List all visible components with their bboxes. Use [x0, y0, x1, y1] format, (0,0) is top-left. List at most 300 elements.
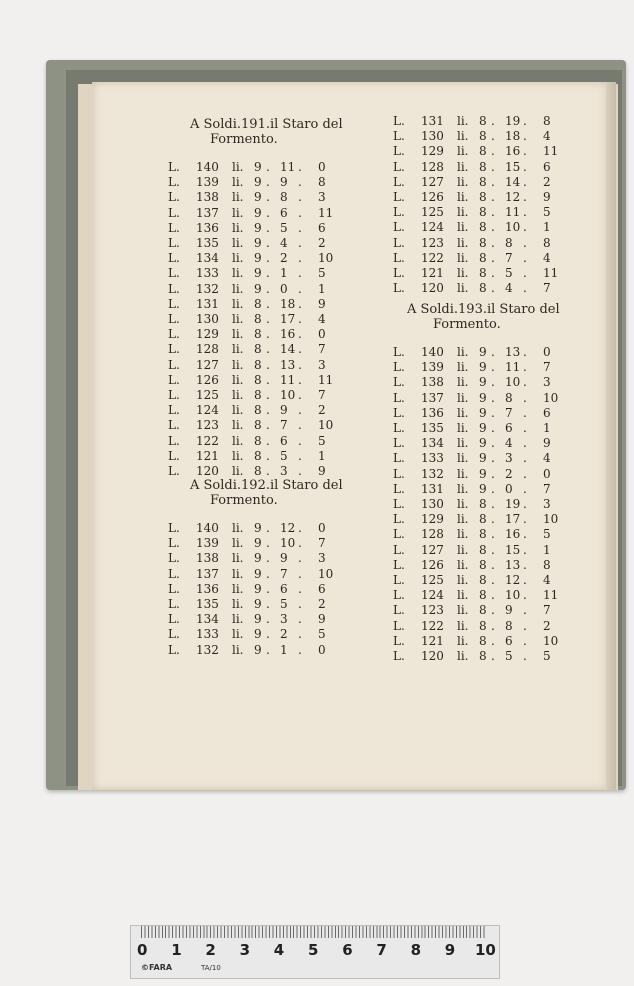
table-cell: . [491, 281, 495, 296]
table-cell: 9 [479, 436, 487, 451]
table-cell: 125 [196, 388, 219, 402]
table-cell: 9 [280, 175, 288, 190]
table-cell: L. [393, 603, 405, 618]
table-cell: 9 [254, 266, 262, 281]
table-cell: L. [168, 160, 180, 174]
table-cell: . [266, 612, 270, 627]
table-cell: li. [232, 566, 244, 581]
table-cell: 122 [196, 433, 219, 448]
table-row [393, 190, 573, 205]
table-cell: 8 [280, 190, 288, 205]
table-cell: . [523, 190, 527, 204]
ruler-number: 1 [171, 941, 182, 959]
table-cell: . [298, 418, 302, 433]
table-cell: . [523, 573, 527, 587]
table-cell: . [491, 421, 495, 435]
table-cell: li. [232, 190, 244, 205]
table-cell: 137 [196, 566, 219, 581]
table-cell: 9 [254, 551, 262, 566]
table-cell: li. [232, 612, 244, 627]
table-cell: 8 [479, 114, 487, 128]
table-cell: 129 [421, 512, 444, 527]
table-cell: . [523, 557, 527, 572]
table-cell: . [298, 627, 302, 642]
table-cell: 136 [421, 405, 444, 420]
table-cell: . [491, 436, 495, 451]
table-cell: 7 [505, 250, 513, 265]
table-row [168, 627, 348, 642]
table-cell: li. [457, 557, 469, 572]
table-cell: 4 [318, 312, 326, 326]
table-cell: 1 [543, 542, 551, 557]
table-row [393, 175, 573, 190]
table-cell: 128 [421, 527, 444, 542]
table-cell: 18 [280, 296, 296, 311]
table-cell: 15 [505, 542, 521, 557]
table-cell: li. [232, 266, 244, 281]
table-cell: L. [393, 573, 405, 587]
table-cell: L. [393, 345, 405, 359]
table-cell: 5 [505, 266, 513, 280]
table-cell: L. [393, 405, 405, 420]
table-cell: 11 [505, 205, 521, 220]
table-cell: 18 [505, 129, 521, 144]
table-cell: . [266, 464, 270, 478]
table-cell: 6 [318, 220, 326, 235]
table-cell: li. [457, 390, 469, 405]
table-cell: 5 [543, 649, 551, 663]
table-cell: . [491, 451, 495, 466]
table-cell: . [523, 235, 527, 250]
table-cell: 4 [505, 281, 513, 296]
table-cell: . [523, 390, 527, 405]
table-cell: 1 [280, 266, 288, 281]
table-cell: 8 [543, 557, 551, 572]
table-cell: . [298, 581, 302, 596]
table-cell: 2 [280, 251, 288, 266]
table-cell: L. [168, 551, 180, 566]
table-cell: . [491, 588, 495, 603]
table-cell: li. [232, 342, 244, 357]
table-cell: 6 [280, 433, 288, 448]
table-cell: L. [393, 512, 405, 527]
table-cell: 16 [280, 327, 296, 342]
table-cell: 140 [196, 521, 219, 535]
table-cell: 5 [318, 433, 326, 448]
table-row [168, 373, 348, 388]
table-cell: li. [457, 573, 469, 587]
table-row [168, 449, 348, 464]
table-cell: L. [393, 451, 405, 466]
table-cell: 8 [479, 588, 487, 603]
table-cell: 8 [254, 433, 262, 448]
table-cell: li. [457, 481, 469, 496]
table-cell: L. [168, 433, 180, 448]
table-cell: 120 [421, 649, 444, 663]
table-row [168, 282, 348, 297]
table-cell: li. [457, 436, 469, 451]
table-cell: 133 [196, 266, 219, 281]
table-cell: L. [393, 527, 405, 542]
table-cell: li. [232, 251, 244, 266]
table-cell: L. [168, 566, 180, 581]
table-cell: 8 [479, 205, 487, 220]
table-cell: 130 [421, 497, 444, 511]
table-cell: 4 [543, 451, 551, 466]
measurement-ruler [130, 925, 500, 979]
table-cell: 125 [421, 573, 444, 587]
table-cell: 8 [254, 327, 262, 342]
table-cell: L. [168, 448, 180, 463]
table-cell: L. [168, 403, 180, 418]
table-cell: . [491, 603, 495, 618]
table-cell: 12 [280, 521, 296, 535]
table-cell: li. [457, 542, 469, 557]
table-row [393, 558, 573, 573]
table-cell: 11 [505, 360, 521, 375]
table-cell: . [491, 466, 495, 481]
table-cell: 9 [479, 375, 487, 390]
table-cell: li. [232, 220, 244, 235]
table-row [393, 512, 573, 527]
table-cell: . [491, 497, 495, 511]
table-cell: 8 [479, 512, 487, 527]
table-cell: li. [232, 433, 244, 448]
table-cell: 8 [479, 250, 487, 265]
table-cell: . [491, 390, 495, 405]
ruler-number: 0 [137, 941, 148, 959]
table-cell: 133 [196, 627, 219, 642]
table-cell: 121 [421, 266, 444, 280]
table-cell: . [298, 521, 302, 535]
table-cell: . [298, 372, 302, 387]
table-cell: 9 [479, 466, 487, 481]
table-cell: 10 [505, 588, 521, 603]
table-cell: 4 [505, 436, 513, 451]
table-cell: . [523, 281, 527, 296]
table-cell: . [491, 618, 495, 633]
table-row [393, 266, 573, 281]
table-row [168, 221, 348, 236]
table-cell: 7 [318, 388, 326, 402]
table-cell: li. [232, 281, 244, 296]
table-cell: 2 [318, 236, 326, 250]
table-cell: 9 [543, 436, 551, 451]
table-cell: 6 [505, 633, 513, 648]
table-cell: 8 [479, 649, 487, 663]
table-cell: . [491, 250, 495, 265]
table-row [393, 360, 573, 375]
table-row [168, 327, 348, 342]
table-cell: . [298, 175, 302, 190]
table-row [393, 634, 573, 649]
table-cell: 8 [254, 448, 262, 463]
table-cell: 3 [280, 612, 288, 627]
table-cell: 134 [421, 436, 444, 451]
table-cell: L. [393, 360, 405, 375]
table-cell: 9 [318, 296, 326, 311]
table-cell: 132 [196, 642, 219, 657]
table-cell: 7 [318, 342, 326, 357]
table-cell: 14 [280, 342, 296, 357]
table-cell: . [491, 345, 495, 359]
table-cell: L. [393, 114, 405, 128]
table-cell: . [523, 205, 527, 220]
table-cell: li. [457, 266, 469, 280]
table-cell: 9 [254, 236, 262, 250]
section-heading: A Soldi.191.il Staro del [190, 117, 343, 132]
table-row [393, 345, 573, 360]
table-cell: li. [457, 174, 469, 189]
table-cell: L. [168, 418, 180, 433]
table-cell: 2 [318, 403, 326, 418]
table-cell: 5 [543, 527, 551, 542]
table-cell: L. [168, 220, 180, 235]
table-cell: 10 [280, 536, 296, 551]
table-cell: . [523, 603, 527, 618]
table-cell: . [298, 296, 302, 311]
table-row [393, 482, 573, 497]
table-cell: 121 [196, 448, 219, 463]
table-cell: L. [168, 581, 180, 596]
table-cell: . [491, 512, 495, 527]
table-cell: L. [393, 588, 405, 603]
table-row [393, 114, 573, 129]
ruler-number: 8 [410, 941, 422, 959]
table-cell: 9 [479, 360, 487, 375]
table-row [393, 497, 573, 512]
table-cell: li. [457, 497, 469, 511]
table-cell: . [266, 281, 270, 296]
table-cell: 123 [196, 418, 219, 433]
table-cell: . [523, 451, 527, 466]
table-row [168, 403, 348, 418]
table-cell: . [491, 144, 495, 159]
table-cell: 127 [421, 174, 444, 189]
table-cell: li. [457, 618, 469, 633]
table-cell: . [523, 159, 527, 174]
table-cell: 9 [254, 627, 262, 642]
table-cell: . [523, 436, 527, 451]
table-cell: 17 [280, 312, 296, 326]
table-cell: 135 [421, 421, 444, 435]
table-cell: 9 [280, 551, 288, 566]
table-cell: . [266, 160, 270, 174]
table-cell: 2 [318, 597, 326, 611]
table-cell: li. [457, 451, 469, 466]
table-cell: li. [457, 345, 469, 359]
page-gutter [606, 82, 616, 790]
table-cell: 0 [280, 281, 288, 296]
table-cell: 8 [479, 174, 487, 189]
table-cell: 8 [254, 357, 262, 372]
table-cell: . [298, 266, 302, 281]
table-cell: 131 [421, 481, 444, 496]
table-cell: li. [232, 160, 244, 174]
table-cell: 8 [543, 235, 551, 250]
table-row [168, 297, 348, 312]
table-cell: li. [457, 360, 469, 375]
table-cell: 122 [421, 618, 444, 633]
table-cell: li. [232, 642, 244, 657]
table-cell: 7 [543, 360, 551, 375]
table-cell: 9 [479, 405, 487, 420]
table-cell: . [491, 375, 495, 390]
table-row [393, 220, 573, 235]
ruler-number: 5 [308, 941, 319, 959]
table-cell: 9 [254, 281, 262, 296]
table-cell: 127 [196, 357, 219, 372]
table-cell: L. [168, 251, 180, 266]
table-row [168, 612, 348, 627]
table-cell: 8 [254, 296, 262, 311]
table-cell: . [298, 448, 302, 463]
table-cell: . [491, 205, 495, 220]
table-cell: 9 [318, 464, 326, 478]
table-row [393, 251, 573, 266]
table-cell: . [523, 129, 527, 144]
table-cell: 8 [543, 114, 551, 128]
table-cell: 9 [479, 481, 487, 496]
table-cell: li. [232, 312, 244, 326]
table-cell: 6 [543, 405, 551, 420]
table-cell: 4 [543, 129, 551, 144]
table-cell: . [298, 160, 302, 174]
table-cell: L. [168, 357, 180, 372]
table-row [393, 573, 573, 588]
table-cell: . [266, 236, 270, 250]
table-cell: 1 [318, 281, 326, 296]
table-cell: . [523, 649, 527, 663]
table-cell: 11 [280, 372, 296, 387]
table-cell: . [266, 190, 270, 205]
table-cell: 11 [543, 588, 559, 603]
table-cell: 7 [543, 481, 551, 496]
table-cell: 9 [254, 251, 262, 266]
table-cell: 9 [318, 612, 326, 627]
table-cell: 137 [421, 390, 444, 405]
table-cell: L. [168, 205, 180, 220]
table-cell: 3 [318, 551, 326, 566]
table-cell: li. [457, 235, 469, 250]
table-cell: 9 [479, 390, 487, 405]
table-cell: li. [232, 597, 244, 611]
table-cell: 8 [479, 618, 487, 633]
table-cell: . [266, 175, 270, 190]
table-cell: 9 [280, 403, 288, 418]
table-cell: 9 [254, 160, 262, 174]
table-row [168, 266, 348, 281]
table-cell: li. [457, 588, 469, 603]
table-cell: . [523, 527, 527, 542]
table-row [393, 467, 573, 482]
table-cell: . [298, 642, 302, 657]
table-cell: . [491, 649, 495, 663]
table-cell: 130 [421, 129, 444, 144]
table-cell: 8 [318, 175, 326, 190]
table-row [168, 312, 348, 327]
table-cell: li. [232, 448, 244, 463]
table-row [393, 543, 573, 558]
table-cell: li. [232, 236, 244, 250]
table-cell: 133 [421, 451, 444, 466]
table-cell: . [523, 633, 527, 648]
table-cell: . [298, 566, 302, 581]
table-cell: . [523, 220, 527, 235]
table-cell: 0 [318, 521, 326, 535]
table-cell: 8 [505, 618, 513, 633]
table-cell: 10 [543, 512, 559, 527]
table-cell: 8 [479, 235, 487, 250]
table-cell: 9 [254, 205, 262, 220]
table-cell: 5 [318, 266, 326, 281]
table-cell: li. [457, 144, 469, 159]
table-cell: li. [457, 114, 469, 128]
table-cell: 8 [479, 497, 487, 511]
table-row [168, 643, 348, 658]
table-cell: L. [393, 633, 405, 648]
table-cell: L. [168, 464, 180, 478]
table-cell: 9 [505, 603, 513, 618]
table-cell: . [491, 405, 495, 420]
table-cell: 121 [421, 633, 444, 648]
table-cell: li. [232, 521, 244, 535]
table-row [393, 603, 573, 618]
table-cell: 1 [543, 220, 551, 235]
table-cell: . [298, 551, 302, 566]
table-cell: li. [457, 129, 469, 144]
table-cell: . [298, 327, 302, 342]
ruler-number: 9 [444, 941, 456, 959]
table-row [393, 205, 573, 220]
table-cell: . [523, 375, 527, 390]
table-cell: L. [393, 235, 405, 250]
table-cell: 8 [479, 527, 487, 542]
table-cell: 7 [505, 405, 513, 420]
table-cell: 10 [318, 418, 334, 433]
table-cell: 129 [421, 144, 444, 159]
table-cell: li. [457, 512, 469, 527]
table-cell: li. [232, 205, 244, 220]
table-cell: . [298, 536, 302, 551]
table-cell: . [523, 421, 527, 435]
table-cell: 8 [254, 418, 262, 433]
table-cell: 7 [280, 418, 288, 433]
table-row [393, 649, 573, 664]
table-cell: 16 [505, 527, 521, 542]
table-cell: 3 [318, 357, 326, 372]
table-cell: . [491, 114, 495, 128]
table-cell: li. [457, 603, 469, 618]
table-cell: . [523, 174, 527, 189]
table-cell: . [491, 481, 495, 496]
table-cell: 130 [196, 312, 219, 326]
table-cell: 8 [254, 342, 262, 357]
table-cell: . [298, 251, 302, 266]
table-cell: 10 [280, 388, 296, 402]
table-cell: L. [168, 521, 180, 535]
table-cell: 9 [254, 220, 262, 235]
table-cell: 0 [543, 466, 551, 481]
table-cell: L. [393, 220, 405, 235]
table-cell: 1 [543, 421, 551, 435]
table-cell: L. [393, 557, 405, 572]
table-cell: . [298, 388, 302, 402]
table-cell: . [523, 618, 527, 633]
table-cell: . [298, 220, 302, 235]
table-cell: li. [457, 421, 469, 435]
table-cell: 8 [479, 190, 487, 204]
